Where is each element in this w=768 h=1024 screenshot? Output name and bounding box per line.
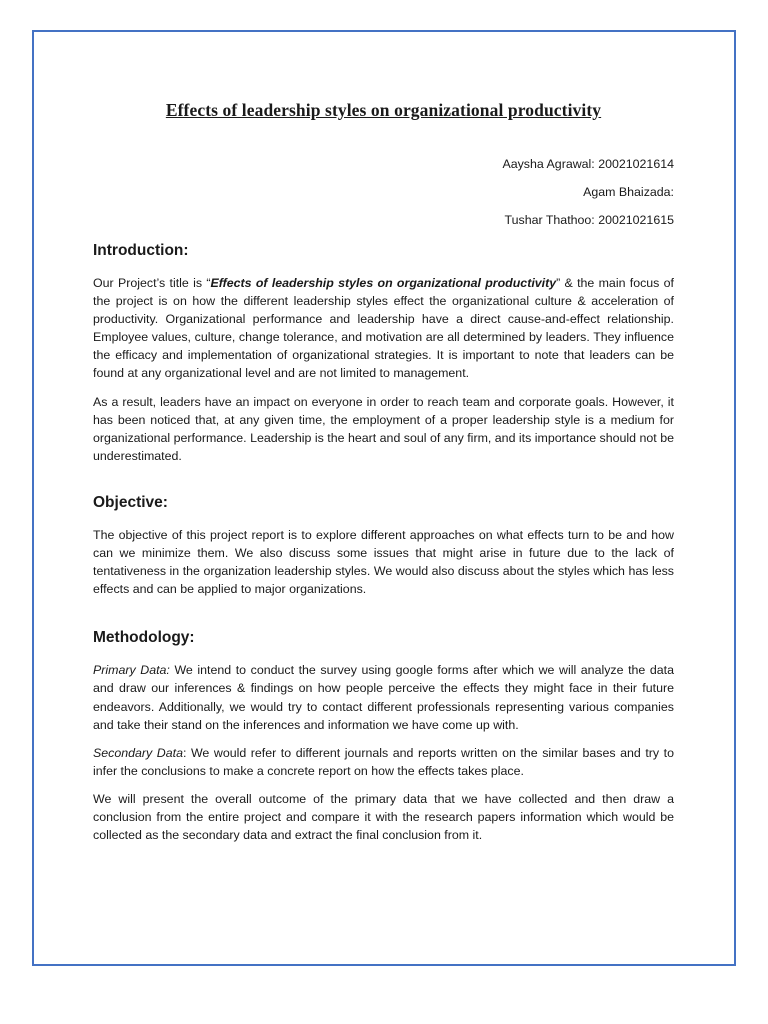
- introduction-paragraph-2: As a result, leaders have an impact on everyone in order to reach team and corporate goals. However, it has been noticed that, at any given time, the employment of a proper leadership style is a medium for organizational performance. Leadership is the heart and soul of any firm, and its importance should not be underestimated.: [93, 394, 674, 463]
- intro-text-pre: Our Project’s title is “: [93, 276, 211, 290]
- primary-data-paragraph: [93, 661, 674, 733]
- methodology-section: [93, 628, 674, 844]
- author-line: Tushar Thathoo: 20021021615: [504, 213, 674, 227]
- introduction-heading: Introduction:: [93, 242, 189, 259]
- primary-data-text: We intend to conduct the survey using google forms after which we will analyze the data and draw our inferences & findings on how people perceive the effects they might face in their future endeavors. Additionally, we would try to contact different professionals representing various companies and take their stand on the inferences and information we have come up with.: [93, 663, 674, 732]
- author-line: Agam Bhaizada:: [583, 185, 674, 199]
- secondary-data-paragraph: [93, 744, 674, 780]
- introduction-section: [93, 241, 674, 465]
- document-title: Effects of leadership styles on organizational productivity: [165, 100, 602, 120]
- secondary-data-text: : We would refer to different journals and reports written on the similar bases and try to infer the conclusions to make a concrete report on how the effects takes place.: [93, 745, 675, 778]
- author-list: [93, 154, 674, 238]
- document-content: [93, 100, 674, 854]
- methodology-heading: Methodology:: [93, 629, 195, 647]
- objective-paragraph: The objective of this project report is to explore different approaches on what effects turn to be and how can we minimize them. We also discuss some issues that might arise in future due to the lack of tentativeness in the organization leadership styles. We would also discuss about the styles which has less effects and can be applied to major organizations.: [93, 527, 674, 597]
- methodology-paragraph-3: We will present the overall outcome of the primary data that we have collected and then draw a conclusion from the entire project and compare it with the research papers information which would be collected as the secondary data and extract the final conclusion from it.: [93, 791, 674, 843]
- introduction-paragraph-1: [93, 274, 674, 383]
- intro-project-title: Effects of leadership styles on organizational productivity: [210, 276, 557, 290]
- intro-text-post: ” & the main focus of the project is on how the different leadership styles effect the organizational culture & acceleration of productivity. Organizational performance and leadership have a direct cause-and-effect relationship. Employee values, culture, change tolerance, and motivation are all determined by leaders. They influence the efficacy and implementation of organizational strategies. It is important to note that leaders can be found at any organizational level and are not limited to management.: [93, 276, 674, 381]
- secondary-data-label: Secondary Data: [93, 745, 183, 760]
- objective-heading: Objective:: [93, 493, 168, 511]
- author-line: Aaysha Agrawal: 20021021614: [502, 157, 674, 171]
- primary-data-label: Primary Data:: [93, 663, 170, 678]
- objective-section: [93, 493, 674, 598]
